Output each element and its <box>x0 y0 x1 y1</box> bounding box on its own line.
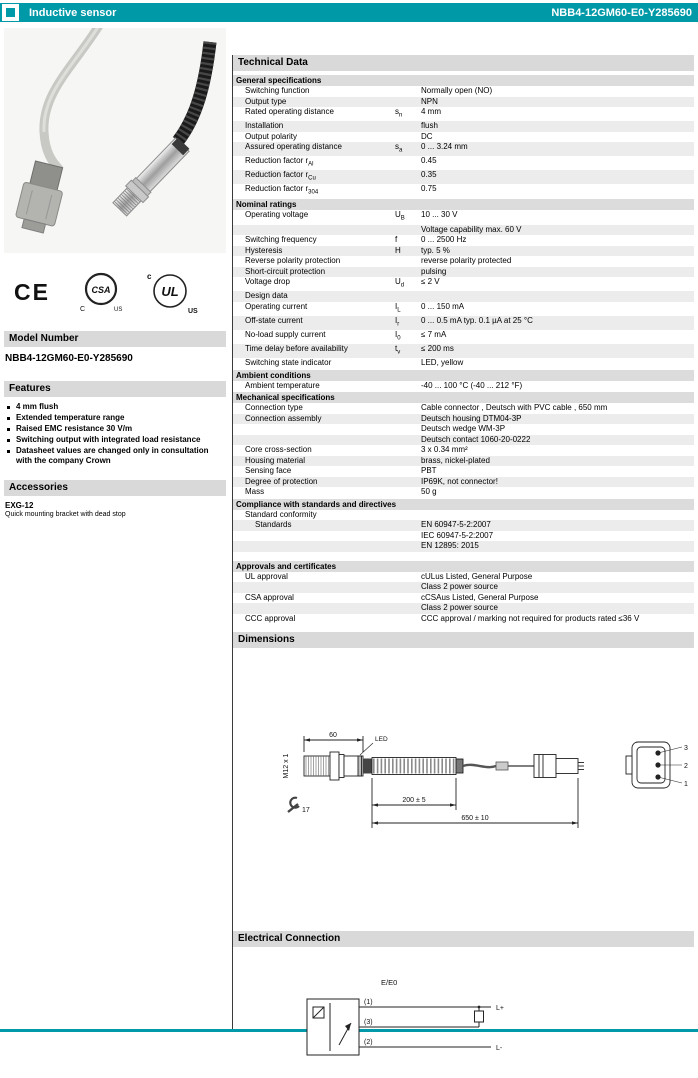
spec-symbol: $U_d$ <box>395 277 405 289</box>
spec-value: 10 ... 30 V <box>421 210 458 220</box>
spec-symbol <box>395 593 421 604</box>
spec-label: Reduction factor $r_{304}$ <box>245 184 319 196</box>
spec-symbol: f <box>395 235 398 245</box>
spec-symbol <box>395 256 421 267</box>
spec-symbol <box>395 477 421 488</box>
spec-symbol <box>395 435 421 446</box>
spec-label <box>233 582 395 593</box>
wiring-diagram <box>293 973 523 1073</box>
spec-row <box>233 344 694 358</box>
spec-label: Sensing face <box>245 466 292 476</box>
spec-row <box>233 302 694 316</box>
pin-1-label: 1 <box>684 781 688 789</box>
wiring-tag-label: E/E0 <box>381 978 398 988</box>
spec-row <box>233 414 694 425</box>
spec-value <box>421 510 694 521</box>
spec-row <box>233 487 694 498</box>
spec-value: NPN <box>421 96 438 106</box>
spec-value: Normally open (NO) <box>421 86 493 95</box>
spec-symbol <box>395 582 421 593</box>
spec-symbol <box>395 170 421 184</box>
spec-row <box>233 107 694 121</box>
accessory-name: EXG-12 <box>5 501 34 510</box>
spec-value: IEC 60947-5-2:2007 <box>421 530 494 540</box>
feature-item <box>5 424 226 434</box>
spec-value: reverse polarity protected <box>421 256 512 266</box>
dimensions-heading: Dimensions <box>233 632 694 648</box>
spec-value: Class 2 power source <box>421 603 498 613</box>
dim-650-label: 650 ± 10 <box>461 815 489 823</box>
spec-symbol <box>395 456 421 467</box>
spec-section-header: Ambient conditions <box>233 370 694 381</box>
spec-symbol <box>395 225 421 236</box>
spec-row <box>233 614 694 625</box>
spec-label: Reverse polarity protection <box>245 256 341 266</box>
spec-symbol <box>395 520 421 531</box>
spec-label: Rated operating distance <box>245 107 334 116</box>
spec-value: Class 2 power source <box>421 582 498 592</box>
spec-section <box>233 199 694 368</box>
left-column <box>4 28 226 518</box>
spec-value: ≤ 200 ms <box>421 343 454 353</box>
pin-3-label: 3 <box>684 745 688 753</box>
spec-symbol <box>395 121 421 132</box>
bullet-icon <box>7 439 10 442</box>
spec-row <box>233 235 694 246</box>
spec-label: Switching function <box>245 86 310 95</box>
spec-label: Time delay before availability <box>245 343 348 353</box>
spec-row <box>233 277 694 291</box>
svg-text:CE: CE <box>14 279 50 305</box>
electrical-connection-heading: Electrical Connection <box>233 931 694 947</box>
svg-text:US: US <box>188 308 198 315</box>
spec-label: Mass <box>245 487 265 497</box>
spec-row <box>233 510 694 521</box>
spec-value: pulsing <box>421 266 447 276</box>
spec-symbol <box>395 572 421 583</box>
spec-row <box>233 121 694 132</box>
features-heading: Features <box>4 381 226 397</box>
spec-row <box>233 97 694 108</box>
spec-row <box>233 466 694 477</box>
spec-symbol: H <box>395 245 401 255</box>
spec-row <box>233 593 694 604</box>
spec-label: Assured operating distance <box>245 142 342 152</box>
spec-value: flush <box>421 121 438 131</box>
spec-label: Switching state indicator <box>245 358 332 368</box>
spec-symbol <box>395 86 421 97</box>
spec-symbol <box>395 403 421 414</box>
wrench-icon <box>288 798 299 812</box>
spec-section <box>233 392 694 498</box>
spec-value: 0.75 <box>421 184 437 194</box>
spec-value: ≤ 7 mA <box>421 329 447 339</box>
feature-item <box>5 435 226 445</box>
right-column <box>233 55 694 1078</box>
spec-section <box>233 499 694 552</box>
spec-label <box>233 541 395 552</box>
spec-label <box>233 603 395 614</box>
spec-value: brass, nickel-plated <box>421 455 490 465</box>
model-number-heading: Model Number <box>4 331 226 347</box>
spec-section-header: Approvals and certificates <box>233 561 694 572</box>
spec-section-header: Nominal ratings <box>233 199 694 210</box>
spec-row <box>233 256 694 267</box>
spec-symbol <box>395 541 421 552</box>
spec-value: PBT <box>421 466 437 476</box>
certification-marks <box>4 258 226 322</box>
spec-row <box>233 267 694 278</box>
spec-value: DC <box>421 131 433 141</box>
spec-label: Output polarity <box>245 131 298 141</box>
spec-symbol: $s_a$ <box>395 142 403 154</box>
spec-label: Housing material <box>245 455 306 465</box>
spec-row <box>233 291 694 302</box>
l-plus-label: L+ <box>496 1005 504 1013</box>
feature-item <box>5 402 226 412</box>
spec-label: Connection assembly <box>245 413 322 423</box>
feature-text: Raised EMC resistance 30 V/m <box>16 424 133 433</box>
spec-symbol <box>395 156 421 170</box>
spec-symbol <box>395 424 421 435</box>
feature-item <box>5 446 226 466</box>
spec-row <box>233 456 694 467</box>
spec-label: Reduction factor $r_{Cu}$ <box>245 170 316 182</box>
spec-value: 0.35 <box>421 170 437 180</box>
spec-value: Deutsch wedge WM-3P <box>421 424 506 434</box>
spec-symbol <box>395 614 421 625</box>
svg-text:UL: UL <box>161 284 179 299</box>
spec-section <box>233 561 694 625</box>
feature-text: Extended temperature range <box>16 413 125 422</box>
spec-value: Cable connector , Deutsch with PVC cable , 650 mm <box>421 403 608 413</box>
spec-symbol: $I_r$ <box>395 315 400 328</box>
spec-label: Operating current <box>245 301 308 311</box>
spec-value: 0.45 <box>421 156 437 166</box>
spec-row <box>233 358 694 369</box>
spec-value: Deutsch housing DTM04-3P <box>421 413 522 423</box>
accessories-heading: Accessories <box>4 480 226 496</box>
spec-symbol <box>395 97 421 108</box>
dim-200-label: 200 ± 5 <box>402 797 426 805</box>
spec-section <box>233 370 694 392</box>
spec-section-header: General specifications <box>233 75 694 86</box>
spec-value: 3 x 0.34 mm² <box>421 445 468 455</box>
accessories-list <box>4 501 226 518</box>
spec-label: Standards <box>255 520 292 530</box>
spec-row <box>233 316 694 330</box>
accessory-description: Quick mounting bracket with dead stop <box>5 511 126 518</box>
spec-symbol <box>395 445 421 456</box>
spec-value: 0 ... 2500 Hz <box>421 235 467 245</box>
spec-label: Voltage drop <box>245 277 290 287</box>
spec-symbol <box>395 358 421 369</box>
spec-row <box>233 603 694 614</box>
spec-row <box>233 445 694 456</box>
spec-symbol <box>395 510 421 521</box>
spec-row <box>233 156 694 170</box>
spec-label <box>233 435 395 446</box>
spec-section-header: Compliance with standards and directives <box>233 499 694 510</box>
spec-label: Reduction factor $r_{Al}$ <box>245 156 314 168</box>
spec-symbol <box>395 381 421 392</box>
spec-symbol <box>395 531 421 542</box>
wire-3-label: (3) <box>364 1019 373 1027</box>
spec-row <box>233 424 694 435</box>
feature-item <box>5 413 226 423</box>
svg-text:US: US <box>114 307 123 313</box>
spec-symbol <box>395 291 421 302</box>
technical-data-table <box>233 75 694 624</box>
spec-symbol: $t_v$ <box>395 343 401 356</box>
spec-label: Installation <box>245 121 284 131</box>
spec-label: Output type <box>245 96 287 106</box>
spec-value: cCSAus Listed, General Purpose <box>421 592 539 602</box>
feature-text: 4 mm flush <box>16 402 59 411</box>
spec-value: typ. 5 % <box>421 245 450 255</box>
technical-data-heading: Technical Data <box>233 55 694 71</box>
spec-row <box>233 381 694 392</box>
spec-symbol <box>395 466 421 477</box>
bullet-icon <box>7 450 10 453</box>
spec-row <box>233 225 694 236</box>
wire-2-label: (2) <box>364 1039 373 1047</box>
spec-symbol: $s_n$ <box>395 107 403 119</box>
spec-row <box>233 170 694 184</box>
spec-value: 0 ... 150 mA <box>421 301 465 311</box>
spec-symbol: $I_L$ <box>395 301 401 314</box>
spec-row <box>233 403 694 414</box>
wrench-size-label: 17 <box>302 807 310 815</box>
top-header-bar <box>0 3 698 22</box>
spec-value: EN 60947-5-2:2007 <box>421 520 491 530</box>
spec-label: Core cross-section <box>245 445 312 455</box>
electrical-drawing-area <box>293 973 694 1078</box>
spec-label: Operating voltage <box>245 210 309 220</box>
spec-row <box>233 520 694 531</box>
bullet-icon <box>7 406 10 409</box>
pin-2-label: 2 <box>684 763 688 771</box>
dim-60-label: 60 <box>329 732 337 740</box>
spec-value: ≤ 2 V <box>421 277 440 287</box>
header-model-number: NBB4-12GM60-E0-Y285690 <box>551 6 692 19</box>
spec-label: Hysteresis <box>245 245 283 255</box>
spec-section <box>233 75 694 198</box>
feature-text: Datasheet values are changed only in consultation with the company Crown <box>16 446 209 465</box>
wire-1-label: (1) <box>364 999 373 1007</box>
spec-symbol <box>395 132 421 143</box>
brand-logo-icon <box>2 4 19 21</box>
spec-row <box>233 435 694 446</box>
spec-symbol: $I_0$ <box>395 329 401 342</box>
spec-row <box>233 477 694 488</box>
spec-value: -40 ... 100 °C (-40 ... 212 °F) <box>421 380 523 390</box>
led-label: LED <box>375 736 388 744</box>
dimensions-drawing-area <box>234 728 694 885</box>
spec-value: 4 mm <box>421 107 441 116</box>
bullet-icon <box>7 417 10 420</box>
spec-symbol <box>395 414 421 425</box>
svg-text:c: c <box>147 272 152 281</box>
spec-label: Standard conformity <box>245 509 317 519</box>
connector-face-view <box>626 742 682 788</box>
product-family-title: Inductive sensor <box>29 6 117 19</box>
spec-value: EN 12895: 2015 <box>421 541 479 551</box>
spec-label: CSA approval <box>245 592 294 602</box>
spec-symbol <box>395 603 421 614</box>
product-photo <box>4 28 226 253</box>
spec-label: UL approval <box>245 571 288 581</box>
thread-label: M12 x 1 <box>283 753 290 779</box>
spec-label <box>233 424 395 435</box>
spec-symbol <box>395 487 421 498</box>
spec-row <box>233 86 694 97</box>
spec-row <box>233 572 694 583</box>
spec-row <box>233 330 694 344</box>
spec-row <box>233 132 694 143</box>
spec-label: Degree of protection <box>245 476 318 486</box>
spec-label: Connection type <box>245 403 303 413</box>
svg-text:CSA: CSA <box>91 285 111 295</box>
l-minus-label: L- <box>496 1045 503 1053</box>
spec-symbol <box>395 184 421 198</box>
spec-value: CCC approval / marking not required for products rated ≤36 V <box>421 613 640 623</box>
spec-row <box>233 541 694 552</box>
spec-value: Voltage capability max. 60 V <box>421 224 522 234</box>
bullet-icon <box>7 428 10 431</box>
spec-label <box>233 531 395 542</box>
spec-label: No-load supply current <box>245 329 326 339</box>
features-list <box>4 397 226 466</box>
spec-value: 0 ... 0.5 mA typ. 0.1 µA at 25 °C <box>421 315 533 325</box>
spec-value: cULus Listed, General Purpose <box>421 571 533 581</box>
spec-label: CCC approval <box>245 613 296 623</box>
feature-text: Switching output with integrated load resistance <box>16 435 201 444</box>
spec-row <box>233 142 694 156</box>
spec-label: Short-circuit protection <box>245 266 326 276</box>
spec-row <box>233 582 694 593</box>
spec-symbol: $U_B$ <box>395 210 405 223</box>
ul-mark-icon <box>144 269 198 315</box>
model-number-value: NBB4-12GM60-E0-Y285690 <box>5 353 133 364</box>
spec-label: Off-state current <box>245 315 303 325</box>
spec-label <box>233 225 395 236</box>
spec-value <box>421 291 694 302</box>
ce-mark-icon <box>14 278 60 306</box>
spec-label: Design data <box>245 291 288 301</box>
spec-row <box>233 184 694 198</box>
spec-value: Deutsch contact 1060-20-0222 <box>421 434 531 444</box>
spec-section-header: Mechanical specifications <box>233 392 694 403</box>
spec-row <box>233 246 694 257</box>
spec-symbol <box>395 267 421 278</box>
spec-value: IP69K, not connector! <box>421 476 498 486</box>
spec-value: 0 ... 3.24 mm <box>421 142 468 152</box>
spec-value: LED, yellow <box>421 358 464 368</box>
spec-label: Ambient temperature <box>245 380 320 390</box>
svg-text:C: C <box>80 306 86 313</box>
spec-row <box>233 210 694 224</box>
spec-row <box>233 531 694 542</box>
spec-label: Switching frequency <box>245 235 317 245</box>
spec-value: 50 g <box>421 487 437 497</box>
dimensions-drawing <box>234 728 694 880</box>
csa-mark-icon <box>76 270 128 314</box>
